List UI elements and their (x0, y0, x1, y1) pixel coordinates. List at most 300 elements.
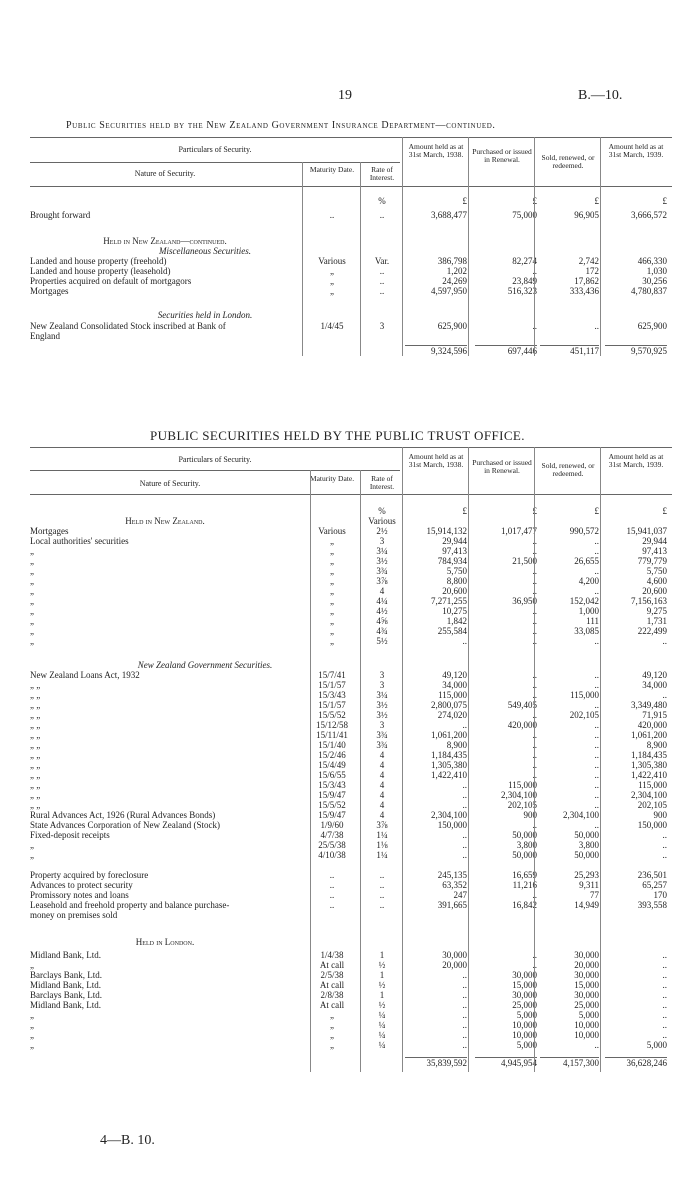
table2-cell-sold: .. (594, 780, 599, 790)
table1-row (30, 210, 672, 220)
table2-cell-held-start: 10,275 (442, 606, 467, 616)
table2-cell-maturity: 15/9/47 (318, 790, 346, 800)
table2-cell-held-start: .. (462, 990, 467, 1000)
table2-cell-maturity: „ (330, 1020, 334, 1030)
table2-cell-rate: ¼ (378, 1010, 386, 1020)
table2-cell-held-end: 7,156,163 (631, 596, 667, 606)
table2-cell-maturity: .. (329, 870, 335, 880)
table2-row (30, 740, 672, 750)
table2-cell-sold: .. (594, 820, 599, 830)
page-number: 19 (338, 88, 352, 103)
table1-cell-sold: 96,905 (574, 210, 599, 220)
table2-cell-maturity: 15/6/55 (318, 770, 346, 780)
table2-cell-sold: .. (594, 750, 599, 760)
table2-cell-nature: „ „ (30, 680, 41, 690)
table1-cell-held-start: £ (462, 196, 467, 206)
table2-row (30, 937, 672, 947)
table1-cell-held-end: 466,330 (637, 256, 667, 266)
table1-sub-rule (30, 162, 400, 163)
table2-row (30, 910, 672, 920)
table2-row (30, 840, 672, 850)
table2-row (30, 730, 672, 740)
table2-cell-rate: 2½ (376, 526, 388, 536)
table2-cell-held-end: 236,501 (637, 870, 667, 880)
table2-cell-purchased: £ (532, 506, 537, 516)
table2-row (30, 1057, 672, 1067)
table1-cell-held-end: £ (662, 196, 667, 206)
table2-cell-sold: 14,949 (574, 900, 599, 910)
table1-cell-purchased: £ (532, 196, 537, 206)
table2-cell-purchased: 21,500 (512, 556, 537, 566)
table2-cell-held-end: 8,900 (646, 740, 667, 750)
table2-cell-held-end: 20,600 (642, 586, 667, 596)
column-rule (302, 186, 303, 356)
table2-row (30, 800, 672, 810)
table2-cell-held-start: 1,842 (446, 616, 467, 626)
table2-cell-purchased: .. (532, 820, 537, 830)
table2-cell-nature: „ „ (30, 690, 41, 700)
table2-cell-purchased: 3,800 (516, 840, 537, 850)
table2-cell-held-end: 900 (653, 810, 667, 820)
table2-cell-purchased: .. (532, 730, 537, 740)
table2-row (30, 556, 672, 566)
table2-cell-maturity: „ (330, 1040, 334, 1050)
table1-cell-held-start: 625,900 (437, 321, 467, 331)
table2-cell-nature: Leasehold and freehold property and balance purchase- (30, 900, 230, 910)
document-reference: B.—10. (578, 88, 623, 103)
table2-cell-purchased: .. (532, 680, 537, 690)
table2-cell-purchased: .. (532, 750, 537, 760)
table2-cell-purchased: .. (532, 960, 537, 970)
table2-cell-maturity: .. (329, 880, 335, 890)
table2-cell-sold: .. (594, 760, 599, 770)
column-rule (402, 186, 403, 356)
table2-cell-purchased: 420,000 (507, 720, 537, 730)
table2-cell-rate: 3½ (376, 700, 388, 710)
table2-cell-rate: 4 (379, 790, 385, 800)
table1-cell-nature: Landed and house property (freehold) (30, 256, 167, 266)
table2-cell-sold: 2,304,100 (563, 810, 599, 820)
table2-vrule (600, 447, 601, 494)
table2-cell-sold: 26,655 (574, 556, 599, 566)
table2-row (30, 516, 672, 526)
table2-cell-nature: „ (30, 1030, 34, 1040)
table2-cell-sold: .. (594, 700, 599, 710)
table1-cell-purchased: 516,323 (507, 286, 537, 296)
table2-cell-purchased: 1,017,477 (501, 526, 537, 536)
table2-cell-held-end: 1,305,380 (631, 760, 667, 770)
table2-cell-held-start: 8,800 (446, 576, 467, 586)
table1-cell-held-end: 625,900 (637, 321, 667, 331)
table2-cell-purchased: .. (532, 536, 537, 546)
table2-cell-held-end: 1,061,200 (631, 730, 667, 740)
table2-cell-rate: 1¼ (376, 850, 388, 860)
table2-cell-rate: 4¾ (376, 626, 388, 636)
table2-cell-sold: .. (594, 670, 599, 680)
table2-cell-rate: 5½ (376, 636, 388, 646)
table2-row (30, 1020, 672, 1030)
table2-cell-nature: „ (30, 556, 34, 566)
column-rule (600, 494, 601, 1072)
table2-row (30, 506, 672, 516)
table2-row (30, 810, 672, 820)
column-rule (468, 494, 469, 1072)
table2-cell-sold: .. (594, 770, 599, 780)
table2-cell-nature: „ (30, 616, 34, 626)
column-rule (402, 494, 403, 1072)
table2-cell-purchased: 11,216 (512, 880, 537, 890)
table1-cell-nature: Securities held in London. (157, 310, 253, 320)
table1-cell-held-end: 30,256 (642, 276, 667, 286)
table2-cell-purchased: .. (532, 890, 537, 900)
table2-cell-held-end: 115,000 (638, 780, 667, 790)
table2-cell-purchased: 900 (523, 810, 537, 820)
table2-row (30, 546, 672, 556)
table2-row (30, 770, 672, 780)
table1-cell-rate: % (378, 196, 386, 206)
table1-cell-sold: 172 (585, 266, 599, 276)
table2-cell-held-end: 5,000 (646, 1040, 667, 1050)
table1-sold-header: Sold, renewed, or redeemed. (541, 153, 595, 170)
table1-cell-sold: £ (594, 196, 599, 206)
table1-cell-held-start: 4,597,950 (431, 286, 467, 296)
table1-cell-maturity: „ (330, 276, 334, 286)
column-rule (310, 494, 311, 1072)
table2-cell-maturity: 1/4/38 (320, 950, 344, 960)
table1-cell-purchased: 82,274 (512, 256, 537, 266)
table1-cell-rate: .. (379, 276, 385, 286)
table2-cell-purchased: .. (532, 710, 537, 720)
table1-cell-rate: .. (379, 286, 385, 296)
table1-cell-held-end: 1,030 (646, 266, 667, 276)
table2-cell-sold: 50,000 (574, 850, 599, 860)
table2-cell-sold: 4,157,300 (540, 1057, 599, 1068)
table2-cell-held-start: 20,000 (442, 960, 467, 970)
table1-vrule (402, 137, 403, 186)
table2-row (30, 880, 672, 890)
table2-cell-nature: Mortgages (30, 526, 69, 536)
table2-vrule (534, 447, 535, 494)
table2-cell-held-start: .. (462, 1040, 467, 1050)
table2-cell-nature: Rural Advances Act, 1926 (Rural Advances Bonds) (30, 810, 216, 820)
table2-cell-purchased: 25,000 (512, 1000, 537, 1010)
table1-cell-rate: .. (379, 210, 385, 220)
table2-cell-rate: 3⅞ (376, 820, 388, 830)
table2-cell-nature: „ (30, 1020, 34, 1030)
table2-cell-held-start: 30,000 (442, 950, 467, 960)
table2-cell-rate: .. (379, 900, 385, 910)
table2-top-rule (30, 447, 672, 448)
table2-cell-maturity: „ (330, 556, 334, 566)
table2-row (30, 890, 672, 900)
table2-cell-maturity: „ (330, 1010, 334, 1020)
table2-cell-purchased: 115,000 (508, 780, 537, 790)
table2-cell-maturity: 15/12/58 (315, 720, 348, 730)
table1-rate-header: Rate of Interest. (369, 165, 395, 182)
table2-cell-held-start: 1,305,380 (431, 760, 467, 770)
table2-cell-sold: 5,000 (578, 1010, 599, 1020)
table2-cell-sold: 15,000 (574, 980, 599, 990)
table2-cell-held-start: 35,839,592 (405, 1057, 467, 1068)
table2-cell-held-start: .. (462, 1030, 467, 1040)
table2-cell-nature: money on premises sold (30, 910, 118, 920)
table2-cell-purchased: 30,000 (512, 970, 537, 980)
table2-cell-purchased: .. (532, 636, 537, 646)
column-rule (534, 186, 535, 356)
table1-cell-maturity: „ (330, 266, 334, 276)
table2-cell-purchased: 202,105 (507, 800, 537, 810)
table2-cell-maturity: 15/11/41 (316, 730, 348, 740)
table2-cell-sold: .. (594, 800, 599, 810)
table2-row (30, 780, 672, 790)
table2-cell-maturity: 15/5/52 (318, 710, 346, 720)
table2-cell-rate: Various (368, 516, 396, 526)
table2-cell-held-end: .. (662, 850, 667, 860)
table2-cell-maturity: „ (330, 626, 334, 636)
table2-cell-nature: „ (30, 606, 34, 616)
table2-cell-held-start: 15,914,132 (426, 526, 467, 536)
table2-cell-held-start: .. (462, 850, 467, 860)
table1-cell-maturity: .. (329, 210, 335, 220)
table2-row (30, 850, 672, 860)
column-rule (534, 494, 535, 1072)
table2-cell-sold: 202,105 (569, 710, 599, 720)
table2-cell-held-end: .. (662, 990, 667, 1000)
table2-cell-held-start: 2,800,075 (431, 700, 467, 710)
table2-cell-sold: 30,000 (574, 950, 599, 960)
table2-cell-held-start: 1,184,435 (431, 750, 467, 760)
table2-cell-purchased: .. (532, 690, 537, 700)
table2-cell-held-end: 34,000 (642, 680, 667, 690)
table2-row (30, 616, 672, 626)
table2-cell-nature: Property acquired by foreclosure (30, 870, 149, 880)
table2-cell-sold: 990,572 (569, 526, 599, 536)
table1-cell-purchased: 23,849 (512, 276, 537, 286)
table2-cell-sold: .. (594, 586, 599, 596)
table2-cell-held-end: .. (662, 970, 667, 980)
table2-cell-maturity: „ (330, 636, 334, 646)
table2-cell-purchased: 4,945,954 (475, 1057, 537, 1068)
table2-cell-held-end: £ (662, 506, 667, 516)
table1-cell-purchased: .. (532, 321, 537, 331)
table2-row (30, 900, 672, 910)
table2-cell-held-start: 255,584 (437, 626, 467, 636)
table2-cell-sold: 20,000 (574, 960, 599, 970)
table2-cell-rate: 3¾ (376, 730, 388, 740)
table2-cell-maturity: „ (330, 576, 334, 586)
table2-cell-held-end: .. (662, 1000, 667, 1010)
table1-vrule (360, 162, 361, 186)
table2-cell-held-end: 29,944 (642, 536, 667, 546)
table1-title: Public Securities held by the New Zealand Government Insurance Department—continued. (66, 120, 496, 131)
table2-cell-rate: ¼ (378, 1040, 386, 1050)
table2-cell-sold: .. (594, 680, 599, 690)
table2-cell-sold: 33,085 (574, 626, 599, 636)
table2-cell-purchased: .. (532, 670, 537, 680)
table2-cell-held-end: 420,000 (637, 720, 667, 730)
table2-row (30, 1040, 672, 1050)
table2-cell-nature: Fixed-deposit receipts (30, 830, 110, 840)
table1-vrule (534, 137, 535, 186)
table2-cell-held-start: .. (462, 830, 467, 840)
table2-cell-held-end: .. (662, 840, 667, 850)
table2-cell-nature: „ (30, 850, 34, 860)
table2-cell-sold: £ (594, 506, 599, 516)
table1-cell-nature: England (30, 331, 60, 341)
table2-cell-held-end: .. (662, 950, 667, 960)
table2-held-end-header: Amount held as at 31st March, 1939. (608, 452, 664, 469)
table2-cell-held-end: 1,731 (646, 616, 667, 626)
table1-cell-sold: 2,742 (578, 256, 599, 266)
table2-row (30, 660, 672, 670)
table2-cell-held-start: 247 (453, 890, 467, 900)
table2-cell-rate: 4 (379, 586, 385, 596)
table2-cell-held-end: 4,600 (646, 576, 667, 586)
table2-cell-rate: 4 (379, 770, 385, 780)
table2-cell-rate: 4 (379, 750, 385, 760)
table2-cell-purchased: 10,000 (512, 1030, 537, 1040)
table2-cell-held-start: 245,135 (437, 870, 467, 880)
table2-cell-held-end: .. (662, 636, 667, 646)
table1-cell-maturity: 1/4/45 (320, 321, 344, 331)
table2-cell-held-end: 49,120 (642, 670, 667, 680)
table2-cell-nature: Held in New Zealand. (125, 516, 205, 526)
table2-cell-rate: 4 (379, 810, 385, 820)
table2-cell-maturity: „ (330, 546, 334, 556)
table2-cell-nature: Promissory notes and loans (30, 890, 129, 900)
table2-cell-sold: 111 (586, 616, 599, 626)
table2-cell-sold: 115,000 (570, 690, 599, 700)
table2-cell-held-end: 3,349,480 (631, 700, 667, 710)
table1-cell-held-start: 9,324,596 (405, 345, 467, 356)
table2-cell-nature: „ „ (30, 720, 41, 730)
table2-cell-purchased: 16,659 (512, 870, 537, 880)
table2-row (30, 1010, 672, 1020)
table2-cell-held-start: 8,900 (446, 740, 467, 750)
table2-cell-nature: New Zealand Government Securities. (137, 660, 273, 670)
table2-cell-held-start: 34,000 (442, 680, 467, 690)
table2-cell-purchased: .. (532, 950, 537, 960)
table2-cell-held-start: .. (462, 1020, 467, 1030)
table1-cell-nature: Miscellaneous Securities. (159, 246, 251, 256)
table1-purchased-header: Purchased or issued in Renewal. (472, 147, 532, 164)
table2-cell-rate: 4 (379, 800, 385, 810)
table2-cell-sold: .. (594, 1040, 599, 1050)
table2-cell-held-start: .. (462, 800, 467, 810)
table2-cell-held-start: 1,061,200 (431, 730, 467, 740)
table2-cell-maturity: At call (319, 1000, 345, 1010)
table1-cell-held-end: 9,570,925 (605, 345, 667, 356)
table2-cell-nature: „ (30, 586, 34, 596)
table2-cell-maturity: 1/9/60 (320, 820, 344, 830)
table1-cell-sold: 451,117 (540, 345, 599, 356)
table2-cell-held-start: 1,422,410 (431, 770, 467, 780)
table1-cell-maturity: „ (330, 286, 334, 296)
table1-row (30, 310, 672, 320)
table2-cell-sold: 152,042 (569, 596, 599, 606)
table2-cell-rate: 3 (379, 670, 385, 680)
table2-row (30, 990, 672, 1000)
table1-cell-purchased: .. (532, 266, 537, 276)
table2-cell-held-start: .. (462, 790, 467, 800)
table2-cell-sold: 25,000 (574, 1000, 599, 1010)
table2-cell-purchased: 50,000 (512, 850, 537, 860)
table2-cell-maturity: 15/4/49 (318, 760, 346, 770)
table2-cell-rate: 3¾ (376, 740, 388, 750)
table2-cell-sold: 4,200 (578, 576, 599, 586)
table2-cell-purchased: .. (532, 626, 537, 636)
table2-cell-rate: .. (379, 890, 385, 900)
table2-cell-held-end: 779,779 (637, 556, 667, 566)
table2-row (30, 586, 672, 596)
table2-cell-purchased: 5,000 (516, 1010, 537, 1020)
table1-cell-purchased: 75,000 (512, 210, 537, 220)
table2-cell-sold: .. (594, 740, 599, 750)
table2-cell-held-start: 2,304,100 (431, 810, 467, 820)
table2-row (30, 526, 672, 536)
table2-cell-maturity: .. (329, 900, 335, 910)
table2-row (30, 760, 672, 770)
table2-sub-rule (30, 470, 400, 471)
table1-cell-held-start: 24,269 (442, 276, 467, 286)
table2-vrule (468, 447, 469, 494)
table2-cell-held-start: .. (462, 840, 467, 850)
table2-cell-held-end: 97,413 (642, 546, 667, 556)
table2-cell-rate: 4½ (376, 606, 388, 616)
table2-cell-sold: 10,000 (574, 1030, 599, 1040)
table2-cell-held-end: 15,941,037 (626, 526, 667, 536)
table2-cell-nature: New Zealand Loans Act, 1932 (30, 670, 140, 680)
table2-cell-held-end: 36,628,246 (605, 1057, 667, 1068)
table2-cell-nature: Held in London. (135, 937, 195, 947)
table2-cell-rate: 3½ (376, 556, 388, 566)
table2-cell-held-start: .. (462, 636, 467, 646)
table2-cell-purchased: 2,304,100 (501, 790, 537, 800)
table2-row (30, 636, 672, 646)
table2-cell-maturity: „ (330, 606, 334, 616)
table2-row (30, 670, 672, 680)
table1-cell-nature: Mortgages (30, 286, 69, 296)
table2-cell-maturity: 15/7/41 (318, 670, 346, 680)
table2-cell-purchased: .. (532, 546, 537, 556)
table2-cell-rate: 3⅞ (376, 576, 388, 586)
table2-cell-held-start: 150,000 (437, 820, 467, 830)
table1-row (30, 246, 672, 256)
table2-cell-held-start: 784,934 (437, 556, 467, 566)
table2-cell-held-start: .. (462, 980, 467, 990)
table2-cell-rate: 3 (379, 536, 385, 546)
table2-sold-header: Sold, renewed, or redeemed. (541, 461, 595, 478)
table2-cell-rate: .. (379, 870, 385, 880)
table2-cell-nature: „ „ (30, 710, 41, 720)
column-rule (360, 186, 361, 356)
table2-cell-rate: 3 (379, 720, 385, 730)
table2-cell-held-end: .. (662, 980, 667, 990)
table2-held-start-header: Amount held as at 31st March, 1938. (408, 452, 464, 469)
table2-cell-rate: 4⅝ (376, 616, 388, 626)
table2-cell-purchased: 5,000 (516, 1040, 537, 1050)
table2-cell-nature: „ (30, 1010, 34, 1020)
table2-cell-maturity: 15/3/43 (318, 780, 346, 790)
table2-cell-purchased: .. (532, 760, 537, 770)
table2-cell-held-start: 29,944 (442, 536, 467, 546)
table2-cell-nature: „ (30, 566, 34, 576)
table2-cell-nature: „ „ (30, 750, 41, 760)
table2-vrule (310, 470, 311, 494)
table2-header-bottom-rule (30, 494, 672, 495)
table2-cell-rate: ½ (378, 1000, 386, 1010)
table2-cell-purchased: .. (532, 770, 537, 780)
